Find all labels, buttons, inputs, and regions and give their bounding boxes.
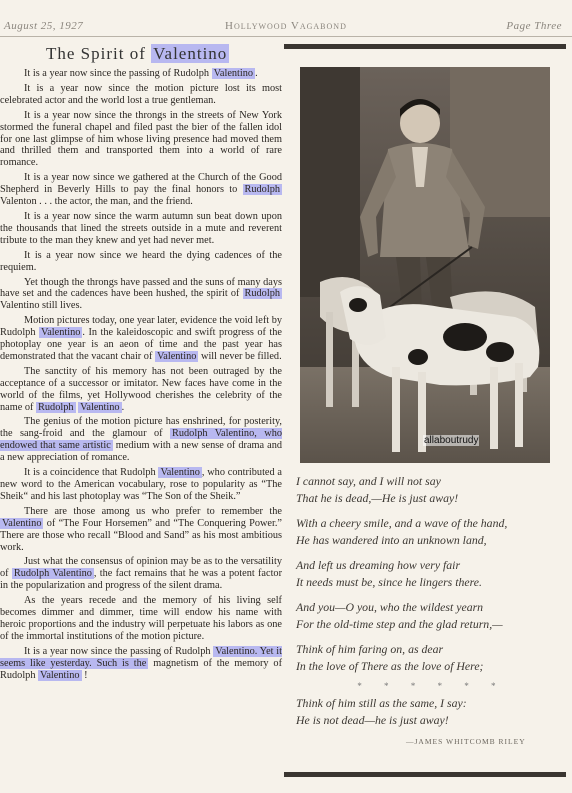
highlighted-text: Rudolph — [244, 288, 280, 300]
highlighted-text: Valentino — [80, 401, 120, 413]
poem-stanza — [296, 515, 566, 549]
poem-line: And you—O you, who the wildest yearn — [296, 600, 484, 614]
highlighted-text: Rudolph Valentino — [13, 568, 92, 580]
article-paragraph — [0, 277, 282, 313]
poem-line: Think of him faring on, as dear — [296, 642, 444, 656]
article-title — [46, 44, 282, 64]
article-paragraph — [0, 83, 282, 107]
highlighted-text: Valentino — [40, 669, 80, 681]
poem-line: And left us dreaming how very fair — [296, 558, 461, 572]
bottom-rule — [284, 772, 566, 777]
article-paragraph — [0, 416, 282, 464]
paragraph-text: As the years recede and the memory of his living self becomes dimmer and dimmer, time will endow his name with heroic proportions and the industry will perpetuate his labors as one of the immortal institutions of the motion picture. — [0, 595, 282, 642]
highlighted-text: Rudolph Valentino, who endowed that same artistic — [0, 428, 282, 452]
paragraph-text: It is a year now since the throngs in the streets of New York stormed the funeral chapel and filed past the bier of the fallen idol for one last glimpse of him whose living presence had moved them and thrilled them and transported them into a world of rare romance. — [0, 109, 282, 169]
photo-illustration — [300, 67, 550, 463]
paragraph-text: There are those among us who prefer to remember the — [24, 505, 282, 517]
poem-line: In the love of There as the love of Here; — [296, 659, 484, 673]
paragraph-text: Yet though the throngs have passed and the suns of many days have set and the cadences have been hushed, the spirit of — [0, 276, 282, 300]
watermark: allaboutrudy — [424, 435, 479, 446]
poem-stanza — [296, 557, 566, 591]
article-paragraph — [0, 172, 282, 208]
valentino-photo — [300, 67, 550, 463]
article-paragraph — [0, 646, 282, 682]
paragraph-text: ! — [81, 669, 88, 681]
poem-line: For the old-time step and the glad return,— — [296, 617, 503, 631]
paragraph-text: Motion pictures today, one year later, evidence the void left by Rudolph — [0, 315, 282, 339]
article-paragraph — [0, 250, 282, 274]
paragraph-text: It is a year now since we heard the dying cadences of the requiem. — [0, 249, 282, 273]
paragraph-text: , the fact remains that he was a potent factor in the popularization and progress of the silent drama. — [0, 568, 283, 592]
paragraph-text: of “The Four Horsemen” and “The Conquering Power.” There are those who recall “Blood and Sand” as his most ambitious work. — [0, 517, 282, 553]
article-paragraph — [0, 366, 282, 414]
poem-line: It needs must be, since he lingers there. — [296, 575, 482, 589]
poem-stanza — [296, 473, 566, 507]
magazine-name: Hollywood Vagabond — [225, 20, 347, 32]
header-rule — [0, 36, 572, 37]
highlighted-text: Rudolph — [244, 184, 280, 196]
title-prefix: The Spirit of — [46, 44, 146, 63]
poem-line: He is not dead—he is just away! — [296, 713, 449, 727]
highlighted-text: Valentino — [213, 68, 254, 79]
poem-stanza — [296, 695, 566, 729]
highlighted-text: Valentino — [156, 350, 197, 362]
poem-line: He has wandered into an unknown land, — [296, 533, 487, 547]
paragraph-text: medium with a new sense of drama and a new appreciation of romance. — [0, 440, 282, 464]
article-paragraph — [0, 315, 282, 363]
article-paragraph — [0, 68, 282, 80]
poem-line: With a cheery smile, and a wave of the hand, — [296, 516, 508, 530]
photo-poem-column — [284, 44, 566, 746]
poem-author: —JAMES WHITCOMB RILEY — [406, 737, 526, 746]
poem-stanza — [296, 599, 566, 633]
page-header — [0, 18, 572, 38]
paragraph-text: Valentino still lives. — [0, 300, 83, 312]
article-paragraph — [0, 556, 282, 592]
article-paragraph — [0, 467, 282, 503]
article-paragraph — [0, 110, 282, 170]
title-name: Valentino — [153, 44, 228, 63]
highlighted-text: Valentino. Yet it seems like yesterday. Such is the — [0, 645, 282, 669]
paragraph-text: . — [255, 68, 258, 79]
poem-line: I cannot say, and I will not say — [296, 474, 441, 488]
paragraph-text: It is a year now since the passing of Rudolph — [24, 645, 214, 657]
paragraph-text: It is a year now since the passing of Rudolph — [24, 68, 212, 79]
paragraph-text: Just what the consensus of opinion may be as to the versatility of — [0, 556, 282, 580]
highlighted-text: Valentino — [2, 517, 42, 529]
highlighted-text: Valentino — [40, 327, 81, 339]
paragraph-text: . In the kaleidoscopic and swift progress of the photoplay one year is an aeon of time and the past year has demonstrated that the vacant chair of — [0, 327, 282, 362]
paragraph-text: It is a year now since we gathered at the Church of the Good Shepherd in Beverly Hills to pay the final honors to — [0, 172, 282, 196]
article-paragraph — [0, 506, 282, 554]
article-paragraph — [0, 595, 282, 643]
paragraph-text: . — [121, 401, 125, 413]
stanza-separator: * * * * * * — [356, 681, 506, 691]
article-column — [0, 40, 282, 685]
article-body — [0, 68, 282, 682]
paragraph-text: The genius of the motion picture has enshrined, for posterity, the sang-froid and the glamour of — [0, 416, 282, 440]
paragraph-text: , who contributed a new word to the American vocabulary, rose to popularity as “The Sheik“ and his last photoplay was “The Son of the Sheik.” — [0, 467, 282, 502]
paragraph-text: It is a coincidence that Rudolph — [24, 467, 159, 479]
top-rule — [284, 44, 566, 49]
paragraph-text: Valenton . . . the actor, the man, and the friend. — [0, 196, 193, 208]
paragraph-text: It is a year now since the warm autumn sun beat down upon the thousands that lined the streets outside in a mute and reverent tribute to the man they knew and yet had never met. — [0, 210, 282, 246]
issue-date: August 25, 1927 — [4, 20, 84, 32]
article-paragraph — [0, 211, 282, 247]
highlighted-text: Rudolph — [38, 401, 74, 413]
paragraph-text: will never be filled. — [198, 350, 282, 362]
paragraph-text: magnetism of the memory of Rudolph — [0, 657, 283, 681]
poem-line: That he is dead,—He is just away! — [296, 491, 459, 505]
poem — [296, 473, 566, 746]
paragraph-text: It is a year now since the motion picture lost its most celebrated actor and the world lost a true gentleman. — [0, 82, 282, 106]
poem-line: Think of him still as the same, I say: — [296, 696, 467, 710]
highlighted-text: Valentino — [160, 467, 200, 479]
poem-stanza — [296, 641, 566, 675]
paragraph-text: The sanctity of his memory has not been outraged by the acceptance of a successor or imitator. New faces have come in the world of the films, yet Hollywood cherishes the celebrity of the name of — [0, 365, 282, 413]
page-number: Page Three — [506, 20, 562, 32]
